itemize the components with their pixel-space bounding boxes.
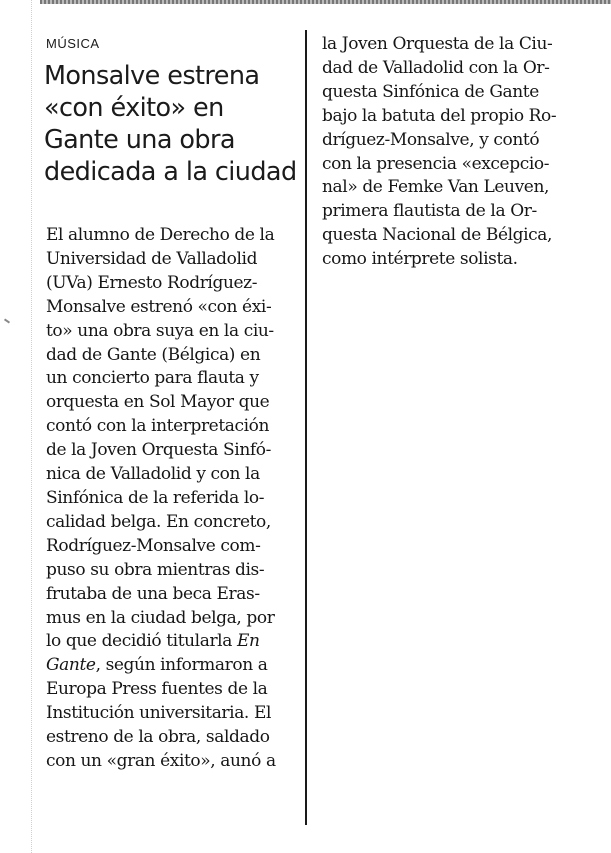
body-line: un concierto para flauta y [46,368,259,389]
body-line: dad de Valladolid con la Or- [322,57,550,78]
body-line: orquesta en Sol Mayor que [46,392,270,413]
body-line: estreno de la obra, saldado [46,727,270,748]
body-line: bajo la batuta del propio Ro- [322,105,557,126]
headline-line: Gante una obra [44,125,235,155]
article-body-left-column [46,224,298,774]
top-border-rule [40,0,611,4]
body-line: como intérprete solista. [322,249,518,270]
body-line: puso su obra mientras dis- [46,559,265,580]
section-label: MÚSICA [46,36,100,51]
body-line: Sinfónica de la referida lo- [46,487,265,508]
body-line: Institución universitaria. El [46,703,271,724]
headline-line: dedicada a la ciudad [44,157,297,187]
body-line: primera flautista de la Or- [322,201,537,222]
body-line: nica de Valladolid y con la [46,464,260,485]
scan-mark [4,318,10,323]
body-line: dríguez-Monsalve, y contó [322,129,540,150]
body-line: to» una obra suya en la ciu- [46,320,274,341]
column-divider [305,30,307,825]
body-line: con la presencia «excepcio- [322,153,550,174]
body-line: de la Joven Orquesta Sinfó- [46,440,271,461]
body-line: (UVa) Ernesto Rodríguez- [46,272,258,293]
body-line-with-title [46,654,298,678]
headline-line: Monsalve estrena [44,61,260,91]
left-margin-rule [31,0,32,853]
body-line: Europa Press fuentes de la [46,679,268,700]
article-body-right-column [322,33,580,272]
body-line: la Joven Orquesta de la Ciu- [322,34,553,54]
work-title-italic: Gante [46,655,96,676]
body-line: Rodríguez-Monsalve com- [46,535,261,556]
body-line: calidad belga. En concreto, [46,511,271,532]
body-line: frutaba de una beca Eras- [46,583,260,604]
body-line: Universidad de Valladolid [46,248,258,269]
body-line: contó con la interpretación [46,416,270,437]
body-line: con un «gran éxito», aunó a [46,750,276,771]
body-line: nal» de Femke Van Leuven, [322,177,550,198]
body-line: El alumno de Derecho de la [46,225,275,245]
headline [44,60,304,188]
body-line: questa Nacional de Bélgica, [322,225,553,246]
body-line-with-title [46,630,298,654]
body-line-text: lo que decidió titularla [46,631,232,652]
body-line: mus en la ciudad belga, por [46,607,275,628]
body-line-text: , según informaron a [95,655,268,676]
body-line: dad de Gante (Bélgica) en [46,344,261,365]
headline-line: «con éxito» en [44,93,224,123]
body-line: Monsalve estrenó «con éxi- [46,296,272,317]
work-title-italic: En [236,631,260,652]
body-line: questa Sinfónica de Gante [322,81,539,102]
